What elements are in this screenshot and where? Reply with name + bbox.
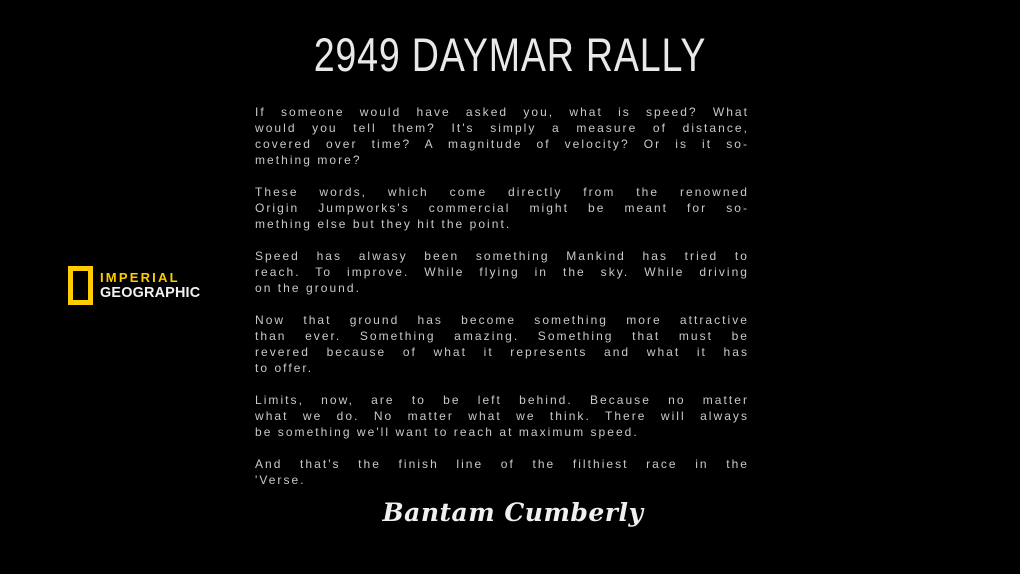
logo-text [100,271,205,300]
paragraph-line: what we do. No matter what we think. There will always [255,409,749,423]
paragraph-line: would you tell them? It's simply a measure of distance, [255,121,749,135]
paragraph-line: to offer. [255,361,314,375]
paragraph [255,248,749,296]
paragraph-line: Origin Jumpworks's commercial might be meant for so- [255,201,749,215]
paragraph [255,456,749,488]
paragraph-line: covered over time? A magnitude of velocity? Or is it so- [255,137,749,151]
author-signature: Bantam Cumberly [382,498,644,527]
paragraph-line: revered because of what it represents and what it has [255,345,749,359]
paragraph-line: Now that ground has become something more attractive [255,313,749,327]
paragraph-line: And that's the finish line of the filthiest race in the [255,457,749,471]
paragraph [255,392,749,440]
logo-geographic-text: GEOGRAPHIC [100,284,201,301]
paragraph-line: If someone would have asked you, what is speed? What [255,105,749,119]
page-title: 2949 DAYMAR RALLY [313,28,707,81]
paragraph [255,104,749,168]
imperial-geographic-logo [68,266,205,305]
paragraph-line: mething else but they hit the point. [255,217,512,231]
paragraph [255,312,749,376]
paragraph-line: reach. To improve. While flying in the sky. While driving [255,265,749,279]
paragraph-line: be something we'll want to reach at maximum speed. [255,425,639,439]
paragraph-line: mething more? [255,153,362,167]
paragraph-line: Speed has alwasy been something Mankind has tried to [255,249,749,263]
yellow-frame-icon [68,266,93,305]
paragraph-line: than ever. Something amazing. Something that must be [255,329,749,343]
paragraph-line: 'Verse. [255,473,306,487]
paragraph-line: Limits, now, are to be left behind. Because no matter [255,393,749,407]
paragraph-line: on the ground. [255,281,361,295]
logo-imperial-text: IMPERIAL [100,270,180,285]
article-body [255,104,749,504]
paragraph [255,184,749,232]
paragraph-line: These words, which come directly from the renowned [255,185,749,199]
